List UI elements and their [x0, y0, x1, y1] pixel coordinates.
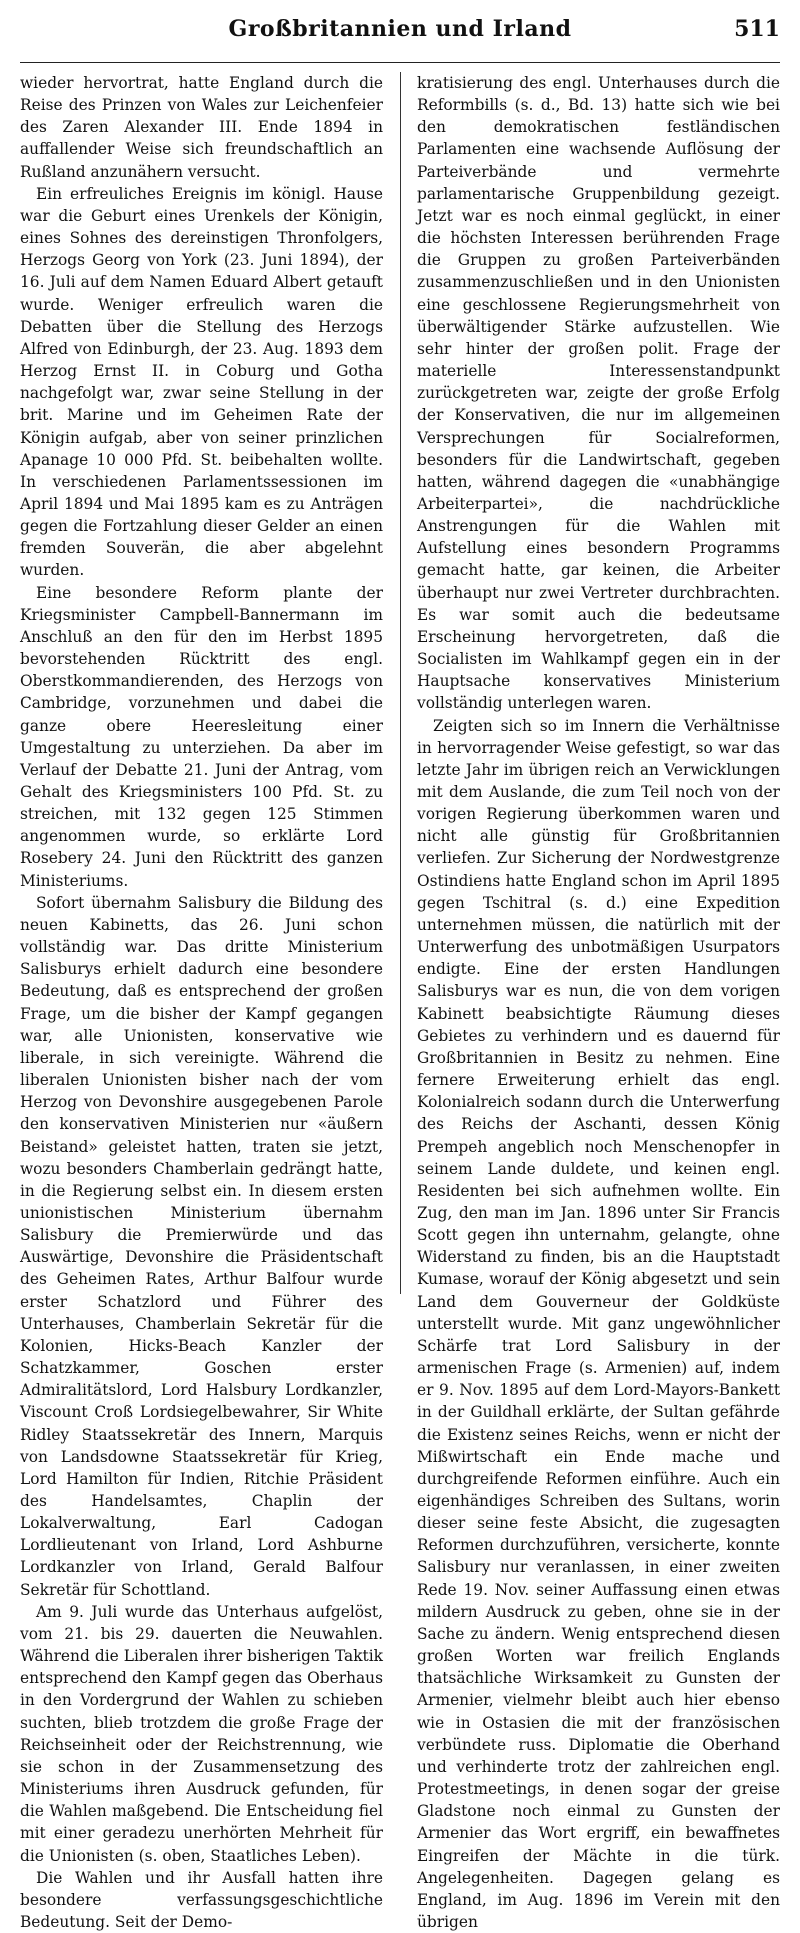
paragraph: Am 9. Juli wurde das Unterhaus aufgelöst, vom 21. bis 29. dauerten die Neuwahlen. Während die Liberalen ihrer bisherigen Taktik entsprechend den Kampf gegen das Oberhaus in den Vordergrund der Wahlen zu schieben suchten, blieb trotzdem die große Frage der Reichseinheit oder der Reichstrennung, wie sie schon in der Zusammensetzung des Ministeriums ihren Ausdruck gefunden, für die Wahlen maßgebend. Die Entscheidung fiel mit einer geradezu unerhörten Mehrheit für die Unionisten (s. oben, Staatliches Leben).: [20, 1602, 383, 1865]
running-head: Großbritannien und Irland: [228, 16, 572, 42]
paragraph: kratisierung des engl. Unterhauses durch die Reformbills (s. d., Bd. 13) hatte sich wie bei den demokratischen festländischen Parlamenten eine wachsende Auflösung der Parteiverbände und vermehrte parlamentarische Gruppenbildung gezeigt. Jetzt war es noch einmal geglückt, in einer die höchsten Interessen berührenden Frage die Gruppen zu großen Parteiverbänden zusammenzuschließen und in den Unionisten eine geschlossene Regierungsmehrheit von überwältigender Stärke aufzustellen. Wie sehr hinter der großen polit. Frage der materielle Interessenstandpunkt zurückgetreten war, zeigte der große Erfolg der Konservativen, die nur im allgemeinen Versprechungen für Socialreformen, besonders für die Landwirtschaft, gegeben hatten, während dagegen die «unabhängige Arbeiterpartei», die nachdrückliche Anstrengungen für die Wahlen mit Aufstellung eines besondern Programms gemacht hatte, gar keinen, die Arbeiter überhaupt nur zwei Vertreter durchbrachten. Es war somit auch die bedeutsame Erscheinung hervorgetreten, daß die Socialisten im Wahlkampf gegen ein in der Hauptsache konservatives Ministerium vollständig unterlegen waren.: [417, 74, 780, 713]
left-column: [20, 72, 383, 1931]
paragraph: Sofort übernahm Salisbury die Bildung des neuen Kabinetts, das 26. Juni schon vollständig war. Das dritte Ministerium Salisburys erhielt dadurch eine besondere Bedeutung, daß es entsprechend der großen Frage, um die bisher der Kampf gegangen war, alle Unionisten, konservative wie liberale, in sich vereinigte. Während die liberalen Unionisten bisher nach der vom Herzog von Devonshire ausgegebenen Parole den konservativen Ministerien nur «äußern Beistand» geleistet hatten, traten sie jetzt, wozu besonders Chamberlain gedrängt hatte, in die Regierung selbst ein. In diesem ersten unionistischen Ministerium übernahm Salisbury die Premierwürde und das Auswärtige, Devonshire die Präsidentschaft des Geheimen Rates, Arthur Balfour wurde erster Schatzlord und Führer des Unterhauses, Chamberlain Sekretär für die Kolonien, Hicks-Beach Kanzler der Schatzkammer, Goschen erster Admiralitätslord, Lord Halsbury Lordkanzler, Viscount Croß Lordsiegelbewahrer, Sir White Ridley Staatssekretär des Innern, Marquis von Landsdowne Staatssekretär für Krieg, Lord Hamilton für Indien, Ritchie Präsident des Handelsamtes, Chaplin der Lokalverwaltung, Earl Cadogan Lordlieutenant von Irland, Lord Ashburne Lordkanzler von Irland, Gerald Balfour Sekretär für Schottland.: [20, 893, 383, 1599]
paragraph: Zeigten sich so im Innern die Verhältnisse in hervorragender Weise gefestigt, so war das letzte Jahr im übrigen reich an Verwicklungen mit dem Auslande, die zum Teil noch von der vorigen Regierung überkommen waren und nicht alle günstig für Großbritannien verliefen. Zur Sicherung der Nordwestgrenze Ostindiens hatte England schon im April 1895 gegen Tschitral (s. d.) eine Expedition unternehmen müssen, die natürlich mit der Unterwerfung des unbotmäßigen Usurpators endigte. Eine der ersten Handlungen Salisburys war es nun, die von dem vorigen Kabinett beabsichtigte Räumung dieses Gebietes zu verhindern und es dauernd für Großbritannien in Besitz zu nehmen. Eine fernere Erweiterung erhielt das engl. Kolonialreich sodann durch die Unterwerfung des Reichs der Aschanti, dessen König Prempeh angeblich noch Menschenopfer in seinem Lande duldete, und keinen engl. Residenten bei sich aufnehmen wollte. Ein Zug, den man im Jan. 1896 unter Sir Francis Scott gegen ihn unternahm, gelangte, ohne Widerstand zu finden, bis an die Hauptstadt Kumase, worauf der König abgesetzt und sein Land dem Gouverneur der Goldküste unterstellt wurde. Mit ganz ungewöhnlicher Schärfe trat Lord Salisbury in der armenischen Frage (s. Armenien) auf, indem er 9. Nov. 1895 auf dem Lord-Mayors-Bankett in der Guildhall erklärte, der Sultan gefährde die Existenz seines Reichs, wenn er nicht der Mißwirtschaft ein Ende mache und durchgreifende Reformen einführe. Auch ein eigenhändiges Schreiben des Sultans, worin dieser seine feste Absicht, die zugesagten Reformen durchzuführen, versicherte, konnte Salisbury nur veranlassen, in einer zweiten Rede 19. Nov. seiner Auffassung einen etwas mildern Ausdruck zu geben, ohne sie in der Sache zu ändern. Wenig entsprechend diesen großen Worten war freilich Englands thatsächliche Wirksamkeit zu Gunsten der Armenier, vielmehr bleibt auch hier ebenso wie in Ostasien die mit der französischen verbündete russ. Diplomatie die Oberhand und verhinderte trotz der zahlreichen engl. Protestmeetings, in denen sogar der greise Gladstone noch einmal zu Gunsten der Armenier das Wort ergriff, ein bewaffnetes Eingreifen der Mächte in die türk. Angelegenheiten. Dagegen gelang es England, im Aug. 1896 im Verein mit den übrigen: [417, 716, 780, 1931]
paragraph: Die Wahlen und ihr Ausfall hatten ihre besondere verfassungsgeschichtliche Bedeutung. Seit der Demo-: [20, 1868, 383, 1931]
paragraph: Ein erfreuliches Ereignis im königl. Hause war die Geburt eines Urenkels der Königin, eines Sohnes des dereinstigen Thronfolgers, Herzogs Georg von York (23. Juni 1894), der 16. Juli auf dem Namen Eduard Albert getauft wurde. Weniger erfreulich waren die Debatten über die Stellung des Herzogs Alfred von Edinburgh, der 23. Aug. 1893 dem Herzog Ernst II. in Coburg und Gotha nachgefolgt war, zwar seine Stellung in der brit. Marine und im Geheimen Rate der Königin aufgab, aber von seiner prinzlichen Apanage 10 000 Pfd. St. beibehalten wollte. In verschiedenen Parlamentssessionen im April 1894 und Mai 1895 kam es zu Anträgen gegen die Fortzahlung dieser Gelder an einen fremden Souverän, die aber abgelehnt wurden.: [20, 184, 383, 580]
page-number: 511: [734, 16, 780, 42]
column-divider: [400, 72, 401, 1294]
paragraph: Eine besondere Reform plante der Kriegsminister Campbell-Bannermann im Anschluß an den für den im Herbst 1895 bevorstehenden Rücktritt des engl. Oberstkommandierenden, des Herzogs von Cambridge, vorzunehmen und dabei die ganze obere Heeresleitung einer Umgestaltung zu unterziehen. Da aber im Verlauf der Debatte 21. Juni der Antrag, vom Gehalt des Kriegsministers 100 Pfd. St. zu streichen, mit 132 gegen 125 Stimmen angenommen wurde, so erklärte Lord Rosebery 24. Juni den Rücktritt des ganzen Ministeriums.: [20, 583, 383, 890]
right-column: [417, 72, 780, 1931]
header-rule: [20, 62, 780, 63]
page-header: [20, 14, 780, 44]
paragraph: wieder hervortrat, hatte England durch die Reise des Prinzen von Wales zur Leichenfeier des Zaren Alexander III. Ende 1894 in auffallender Weise sich freundschaftlich an Rußland anzunähern versucht.: [20, 74, 383, 181]
